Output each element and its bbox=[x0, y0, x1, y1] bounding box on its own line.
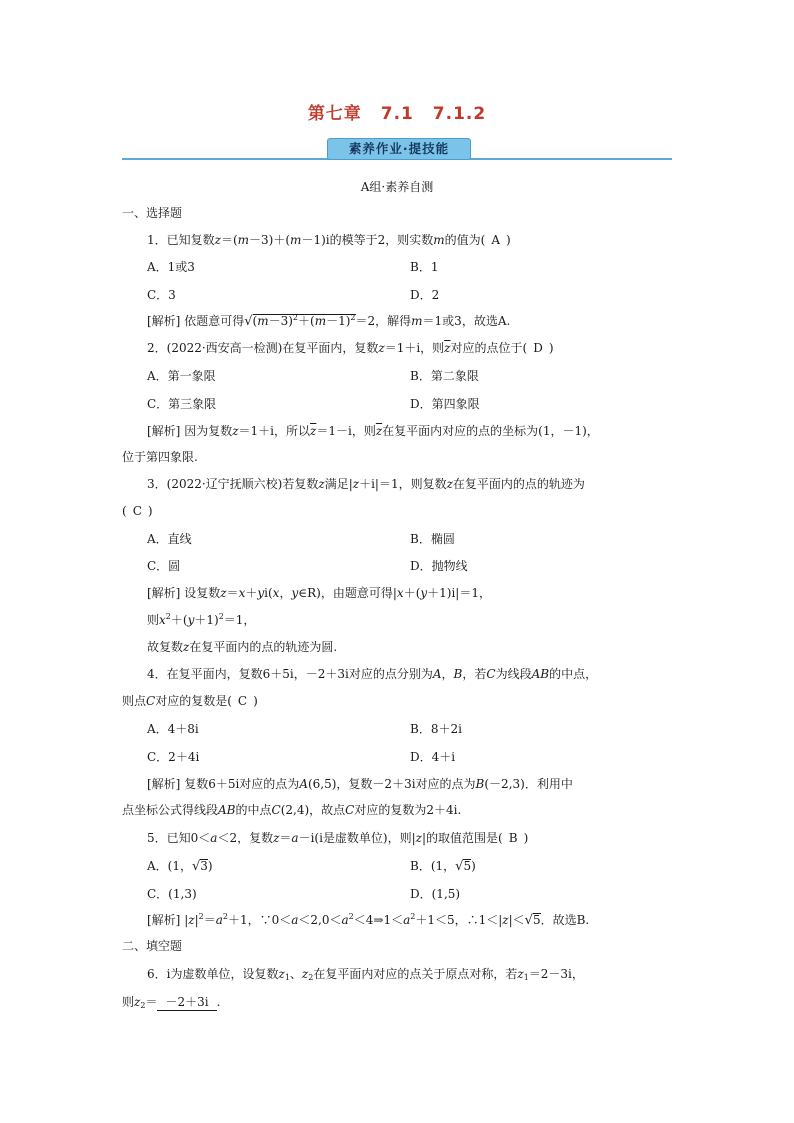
question-2-option-a: A．第一象限 bbox=[147, 369, 216, 383]
question-3-option-b: B．椭圆 bbox=[410, 532, 455, 546]
question-5-option-d: D．(1,5) bbox=[410, 887, 461, 901]
group-heading: A组·素养自测 bbox=[360, 180, 434, 194]
question-1-option-b: B．1 bbox=[410, 260, 439, 274]
subsection-number: 7.1.2 bbox=[432, 104, 487, 124]
solution-label: [解析] bbox=[147, 913, 181, 927]
question-2-option-d: D．第四象限 bbox=[410, 397, 480, 411]
question-3-stem: 3．(2022·辽宁抚顺六校)若复数z满足|z＋i|＝1，则复数z在复平面内的点的轨迹为 bbox=[147, 477, 585, 491]
sqrt-symbol-icon: √ bbox=[455, 859, 464, 874]
question-3-stem-cont: ( C ) bbox=[122, 504, 153, 518]
question-4-stem: 4．在复平面内，复数6＋5i，－2＋3i对应的点分别为A，B，若C为线段AB的中点， bbox=[147, 667, 598, 681]
page-title bbox=[0, 99, 794, 124]
question-2-stem: 2．(2022·西安高一检测)在复平面内，复数z＝1＋i，则$\overline{z}$对应的点位于( D ) bbox=[147, 341, 554, 355]
banner-strip bbox=[122, 138, 672, 160]
question-5-option-b: B．(1，√5) bbox=[410, 859, 476, 874]
question-3-solution-line-2: 则$x^2+(y+1)^2=1$， bbox=[147, 612, 256, 627]
sqrt-symbol-icon: √ bbox=[524, 913, 533, 928]
question-1-option-c: C．3 bbox=[147, 288, 176, 302]
question-4-option-b: B．8＋2i bbox=[410, 722, 462, 736]
question-2-option-b: B．第二象限 bbox=[410, 369, 479, 383]
question-4-solution: [解析] 复数6＋5i对应的点为A(6,5)，复数－2＋3i对应的点为B(－2,3)．利用中 bbox=[147, 777, 573, 791]
question-4-answer: C bbox=[237, 694, 248, 708]
question-3-option-a: A．直线 bbox=[147, 532, 192, 546]
question-4-option-a: A．4＋8i bbox=[147, 722, 199, 736]
question-5-solution: [解析] $|z|^2=a^2+1$，$\because 0<a<2,0<a^2<4\Rightarrow 1<a^2+1<5$，∴1＜|z|＜√5．故选B. bbox=[147, 912, 590, 928]
question-6-answer-blank: －2＋3i bbox=[157, 994, 216, 1011]
chapter-label: 第七章 bbox=[307, 104, 362, 124]
banner-label: 素养作业·提技能 bbox=[327, 138, 471, 160]
question-2-solution: [解析] 因为复数z＝1＋i，所以$\overline{z}=1-i$，则$\overline{z}$在复平面内对应的点的坐标为(1，－1)， bbox=[147, 424, 599, 438]
question-1-option-a: A．1或3 bbox=[147, 260, 195, 274]
question-1-solution: [解析] 依题意可得$√(m-3)^2+(m-1)^2=2$，解得m＝1或3，故选A. bbox=[147, 313, 511, 329]
solution-label: [解析] bbox=[147, 777, 181, 791]
solution-label: [解析] bbox=[147, 314, 181, 328]
question-4-option-d: D．4＋i bbox=[410, 750, 456, 764]
question-5-stem: 5．已知0＜a＜2，复数z＝a－i(i是虚数单位)，则|z|的取值范围是( B ) bbox=[147, 831, 529, 845]
question-6-stem: 6．i为虚数单位，设复数$z_1$、$z_2$在复平面内对应的点关于原点对称，若$z_1=2-3i$， bbox=[147, 967, 584, 982]
question-2-option-c: C．第三象限 bbox=[147, 397, 217, 411]
section-heading-fill: 二、填空题 bbox=[122, 939, 183, 953]
section-number: 7.1 bbox=[380, 104, 414, 124]
question-6-stem-cont: 则$z_2= -2+3i$ . bbox=[122, 995, 221, 1010]
question-5-answer: B bbox=[508, 831, 518, 845]
question-3-option-d: D．抛物线 bbox=[410, 559, 468, 573]
question-5-option-a: A．(1，√3) bbox=[147, 859, 213, 874]
question-2-solution-cont: 位于第四象限. bbox=[122, 450, 198, 464]
question-1-stem: 1．已知复数z＝(m－3)＋(m－1)i的模等于2，则实数m的值为( A ) bbox=[147, 233, 511, 247]
question-2-answer: D bbox=[533, 341, 543, 355]
question-1-option-d: D．2 bbox=[410, 288, 440, 302]
question-3-solution: [解析] 设复数z＝x＋yi(x，y∈R)，由题意可得|x＋(y＋1)i|＝1， bbox=[147, 586, 491, 600]
question-1-answer: A bbox=[491, 233, 500, 247]
sqrt-symbol-icon: √ bbox=[244, 314, 253, 329]
question-4-option-c: C．2＋4i bbox=[147, 750, 200, 764]
question-4-solution-cont: 点坐标公式得线段AB的中点C(2,4)，故点C对应的复数为2＋4i. bbox=[122, 803, 462, 817]
question-3-solution-line-3: 故复数z在复平面内的点的轨迹为圆. bbox=[147, 640, 338, 654]
question-5-option-c: C．(1,3) bbox=[147, 887, 197, 901]
question-3-option-c: C．圆 bbox=[147, 559, 181, 573]
question-3-answer: C bbox=[132, 504, 142, 518]
solution-label: [解析] bbox=[147, 586, 181, 600]
section-heading-choice: 一、选择题 bbox=[122, 206, 183, 220]
question-4-stem-cont: 则点C对应的复数是( C ) bbox=[122, 694, 258, 708]
sqrt-symbol-icon: √ bbox=[191, 859, 201, 874]
solution-label: [解析] bbox=[147, 424, 181, 438]
